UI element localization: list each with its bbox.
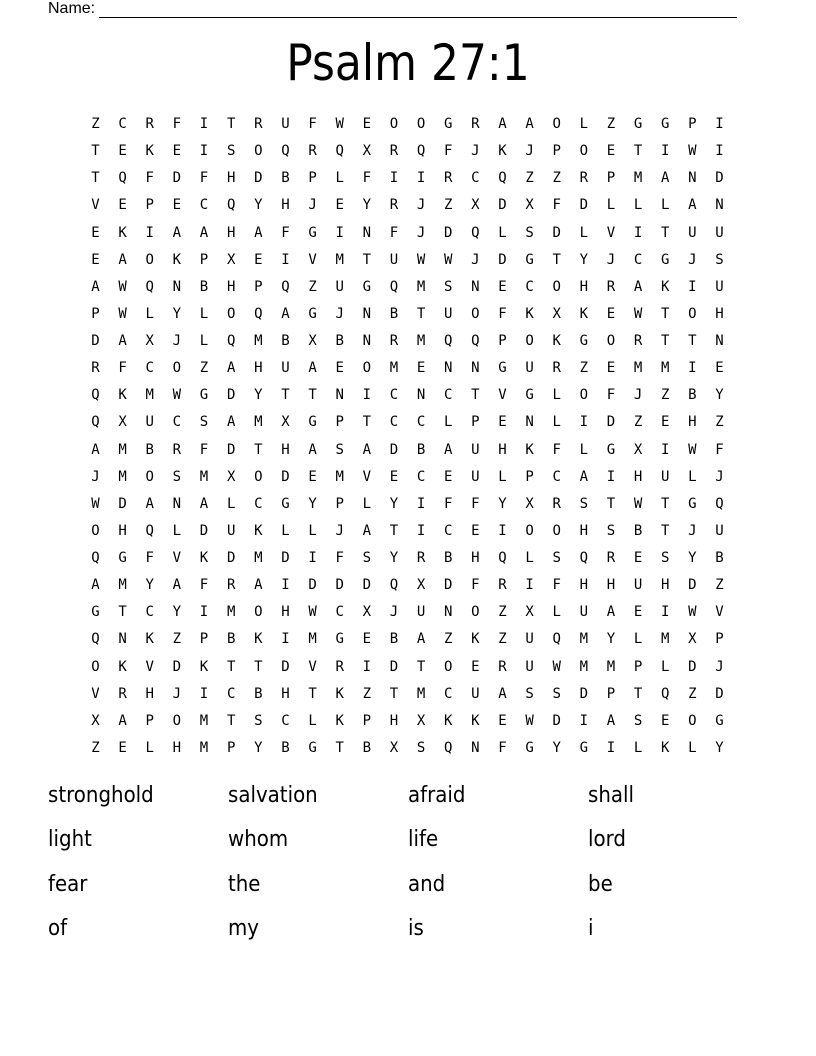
grid-row[interactable]: VRHJICBHTKZTMCUASSDPTQZD: [91, 685, 743, 702]
word-bank-item: life: [408, 827, 439, 853]
grid-row[interactable]: ZELHMPYBGTBXSQNFGYGILKLY: [91, 739, 743, 756]
grid-row[interactable]: PWLYLOQAGJNBTUOFKXKEWTOH: [91, 305, 743, 322]
word-bank-item: fear: [48, 871, 88, 897]
grid-row[interactable]: AMYAFRAIDDDQXDFRIFHHUHDZ: [91, 577, 743, 594]
grid-row[interactable]: QNKZPBKIMGEBAZKZUQMYLMXP: [91, 631, 743, 648]
grid-row[interactable]: RFCOZAHUAEOMENNGURZEMMIE: [91, 360, 743, 377]
word-search-grid: [82, 111, 743, 762]
grid-row[interactable]: OHQLDUKLLJATICEIOOHSBTJU: [91, 522, 743, 539]
grid-row[interactable]: TEKEISOQRQXRQFJKJPOETIWI: [91, 143, 743, 160]
word-bank-item: light: [48, 827, 92, 853]
grid-row[interactable]: XAPOMTSCLKPHXKKEWDIASEOG: [91, 712, 743, 729]
word-bank-item: and: [408, 871, 446, 897]
word-bank-item: salvation: [228, 783, 318, 808]
word-bank-item: of: [48, 915, 68, 941]
page-title: Psalm 27:1: [286, 34, 530, 92]
grid-row[interactable]: QKMWGDYTTNICNCTVGLOFJZBY: [91, 387, 743, 404]
word-bank-item: is: [408, 915, 424, 941]
grid-row[interactable]: TQFDFHDBPLFIIRCQZZRPMAND: [91, 170, 743, 187]
word-bank-item: stronghold: [48, 783, 154, 808]
grid-row[interactable]: DAXJLQMBXBNRMQQPOKGORTTN: [91, 333, 743, 349]
name-field: [48, 0, 737, 18]
grid-row[interactable]: EAOKPXEIVMTUWWJDGTYJCGJS: [91, 251, 743, 268]
word-bank: [48, 778, 768, 955]
word-bank-item: lord: [588, 827, 626, 853]
grid-row[interactable]: WDANALCGYPLYIFFYXRSTWTGQ: [91, 495, 743, 512]
word-bank-item: whom: [228, 827, 289, 853]
grid-row[interactable]: QXUCSAMXGPTCCLPENLIDZEHZ: [91, 414, 743, 431]
word-bank-item: be: [588, 871, 613, 897]
name-label: Name:: [48, 0, 96, 17]
grid-row[interactable]: AMBRFDTHASADBAUHKFLGXIWF: [91, 441, 743, 458]
word-bank-item: the: [228, 871, 261, 897]
grid-row[interactable]: EKIAAHAFGINFJDQLSDLVITUU: [91, 224, 743, 241]
grid-row[interactable]: JMOSMXODEMVECEULPCAIHULJ: [91, 468, 743, 485]
grid-row[interactable]: OKVDKTTDVRIDTOERUWMMPLDJ: [91, 658, 743, 675]
name-blank-line[interactable]: [99, 2, 737, 18]
word-bank-item: my: [228, 915, 260, 941]
word-bank-item: shall: [588, 783, 635, 808]
grid-row[interactable]: VEPECQYHJEYRJZXDXFDLLLAN: [91, 197, 743, 214]
grid-row[interactable]: ZCRFITRUFWEOOGRAAOLZGGPI: [91, 116, 743, 132]
grid-row[interactable]: AWQNBHPQZUGQMSNECOHRAKIU: [91, 278, 743, 295]
grid-row[interactable]: QGFVKDMDIFSYRBHQLSQRESYB: [91, 550, 743, 566]
grid-row[interactable]: GTCYIMOHWCXJUNOZXLUAEIWV: [91, 604, 743, 621]
word-bank-item: i: [588, 915, 594, 941]
word-bank-item: afraid: [408, 783, 466, 808]
